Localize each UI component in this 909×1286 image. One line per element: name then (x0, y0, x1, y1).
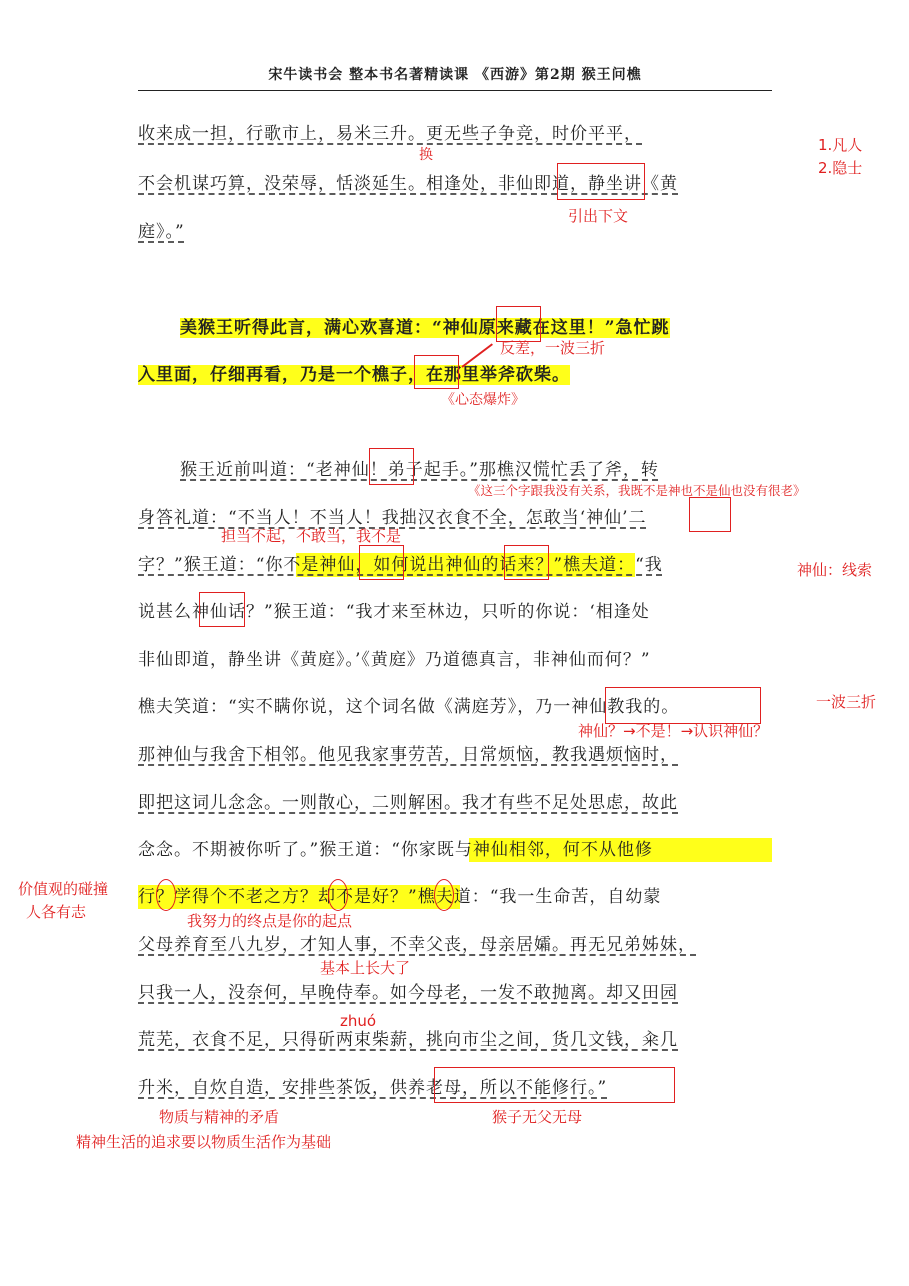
annotation-circle (434, 879, 454, 911)
annotation-note: 一波三折 (816, 693, 877, 711)
annotation-box (557, 163, 645, 200)
annotation-note: 《这三个字跟我没有关系，我既不是神也不是仙也没有很老》 (468, 483, 806, 498)
annotation-note: 精神生活的追求要以物质生活作为基础 (76, 1133, 332, 1151)
annotation-box (199, 592, 245, 627)
annotation-box (414, 355, 459, 389)
annotation-note: 价值观的碰撞 (18, 880, 109, 898)
text-line (180, 316, 670, 340)
text-line: 收来成一担，行歌市上，易米三升。更无些子争竞，时价平平， (138, 124, 642, 144)
annotation-box (369, 448, 414, 485)
annotation-note: 人各有志 (26, 903, 87, 921)
text-line: 即把这词儿念念。一则散心，二则解困。我才有些不足处思虑，故此 (138, 793, 678, 813)
annotation-box (496, 306, 541, 342)
annotation-note: 担当不起，不敢当，我不是 (221, 527, 402, 545)
highlight-text: 美猴王听得此言，满心欢喜道：“神仙原来藏在这里！”急忙跳 (180, 318, 670, 338)
annotation-note: 2.隐士 (818, 159, 863, 177)
annotation-box (605, 687, 761, 724)
text-line: 行？学得个不老之方？却不是好？”樵夫道：“我一生命苦，自幼蒙 (138, 887, 662, 907)
text-line: 不会机谋巧算，没荣辱，恬淡延生。相逢处，非仙即道，静坐讲《黄 (138, 174, 678, 194)
annotation-note: 神仙：线索 (797, 561, 873, 579)
text-line: 樵夫笑道：“实不瞒你说，这个词名做《满庭芳》，乃一神仙教我的。 (138, 697, 680, 717)
text-line: 只我一人，没奈何，早晚侍奉。如今母老，一发不敢抛离。却又田园 (138, 983, 678, 1003)
annotation-circle (156, 879, 176, 911)
text-line: 字？”猴王道：“你不是神仙，如何说出神仙的话来？”樵夫道：“我 (138, 555, 663, 575)
text-line: 念念。不期被你听了。”猴王道：“你家既与神仙相邻，何不从他修 (138, 840, 653, 860)
text-line: 那神仙与我舍下相邻。他见我家事劳苦，日常烦恼，教我遇烦恼时， (138, 745, 678, 765)
annotation-note: 物质与精神的矛盾 (159, 1108, 280, 1126)
text-line: 庭》。” (138, 222, 185, 242)
annotation-note: 《心态爆炸》 (441, 392, 525, 408)
text-line: 非仙即道，静坐讲《黄庭》。’《黄庭》乃道德真言，非神仙而何？” (138, 650, 651, 670)
text-line (138, 363, 570, 387)
annotation-box (359, 545, 404, 580)
annotation-circle (328, 879, 348, 911)
annotation-note: 换 (419, 147, 433, 163)
text-line: 猴王近前叫道：“老神仙！弟子起手。”那樵汉慌忙丢了斧，转 (180, 460, 659, 480)
annotation-note: 基本上长大了 (320, 959, 411, 977)
text-line: 荒芜，衣食不足，只得斫两束柴薪，挑向市尘之间，货几文钱，籴几 (138, 1030, 678, 1050)
page-header: 宋牛读书会 整本书名著精读课 《西游》第2期 猴王问樵 (138, 64, 772, 91)
text-line: 父母养育至八九岁，才知人事，不幸父丧，母亲居孀。再无兄弟姊妹， (138, 935, 696, 955)
text-line: 升米，自炊自造，安排些茶饭，供养老母，所以不能修行。” (138, 1078, 608, 1098)
annotation-note: 引出下文 (568, 207, 629, 225)
annotation-note: 神仙？→不是！→认识神仙？ (578, 722, 769, 740)
annotation-note: zhuó (340, 1012, 377, 1030)
highlight-text: 入里面，仔细再看，乃是一个樵子，在那里举斧砍柴。 (138, 365, 570, 385)
annotation-box (689, 497, 731, 532)
annotation-note: 反差，一波三折 (500, 339, 606, 357)
annotation-box (504, 545, 549, 580)
text-line: 说甚么神仙话？”猴王道：“我才来至林边，只听的你说：‘相逢处 (138, 602, 650, 622)
annotation-note: 1.凡人 (818, 136, 863, 154)
annotation-note: 猴子无父无母 (492, 1108, 583, 1126)
annotation-note: 我努力的终点是你的起点 (187, 912, 353, 930)
annotation-box (434, 1067, 675, 1103)
text-line: 身答礼道：“不当人！不当人！我拙汉衣食不全，怎敢当‘神仙’二 (138, 508, 647, 528)
